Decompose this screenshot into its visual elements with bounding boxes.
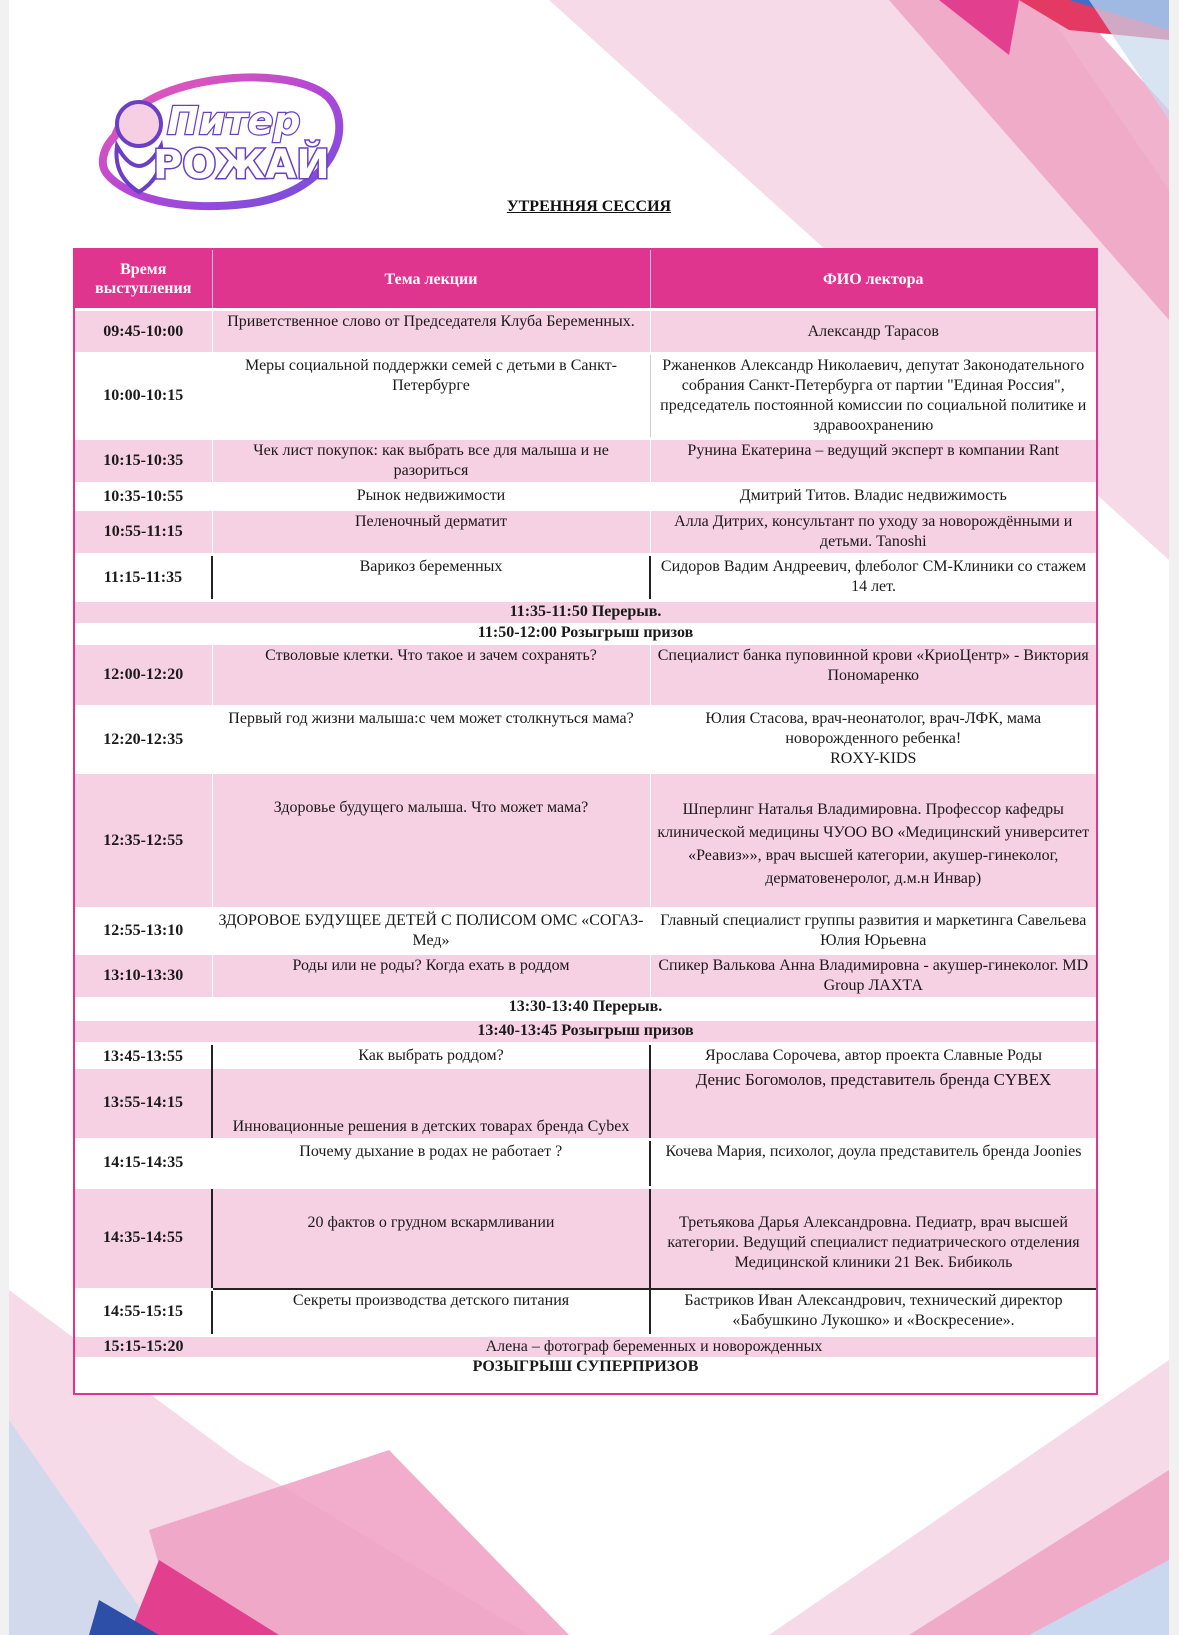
break-row [75, 623, 1096, 645]
break-row [75, 1021, 1096, 1043]
row-time: 11:15-11:35 [75, 555, 212, 601]
row-speaker: Главный специалист группы развития и маркетинга Савельева Юлия Юрьевна [650, 909, 1096, 954]
row-time: 13:45-13:55 [75, 1043, 212, 1069]
break-label: 11:35-11:50 Перерыв. [75, 601, 1096, 623]
table-header-row [75, 250, 1096, 310]
row-time: 13:10-13:30 [75, 954, 212, 998]
table-row [75, 1043, 1096, 1069]
row-topic: Алена – фотограф беременных и новорожденных [212, 1335, 1096, 1357]
row-topic: ЗДОРОВОЕ БУДУЩЕЕ ДЕТЕЙ С ПОЛИСОМ ОМС «СОГАЗ-Мед» [212, 909, 650, 954]
table-row [75, 1139, 1096, 1187]
logo-baby-head [117, 102, 161, 146]
row-topic: Приветственное слово от Председателя Клуба Беременных. [212, 310, 650, 354]
row-speaker: Шперлинг Наталья Владимировна. Профессор кафедры клинической медицины ЧУОО ВО «Медицинский университет «Реавиз»», врач высшей категории, акушер-гинеколог, дерматовенеролог, д.м.н Инвар) [650, 773, 1096, 909]
row-topic: Пеленочный дерматит [212, 510, 650, 555]
row-topic: Варикоз беременных [212, 555, 650, 601]
row-time: 15:15-15:20 [75, 1335, 212, 1357]
logo-text-rozhai: РОЖАЙ [153, 142, 330, 188]
row-topic: Как выбрать роддом? [212, 1043, 650, 1069]
table-row [75, 954, 1096, 998]
row-topic: Стволовые клетки. Что такое и зачем сохранять? [212, 645, 650, 707]
break-label: РОЗЫГРЫШ СУПЕРПРИЗОВ [75, 1357, 1096, 1393]
header-topic: Тема лекции [212, 250, 650, 310]
row-speaker: Алла Дитрих, консультант по уходу за новорождёнными и детьми. Tanoshi [650, 510, 1096, 555]
row-topic: Секреты производства детского питания [212, 1289, 650, 1335]
row-topic: Первый год жизни малыша:с чем может столкнуться мама? [212, 707, 650, 773]
row-topic: Меры социальной поддержки семей с детьми в Санкт-Петербурге [212, 354, 650, 439]
break-label: 11:50-12:00 Розыгрыш призов [75, 623, 1096, 645]
row-speaker: Рунина Екатерина – ведущий эксперт в компании Rant [650, 439, 1096, 484]
row-speaker: Бастриков Иван Александрович, технический директор «Бабушкино Лукошко» и «Воскресение». [650, 1289, 1096, 1335]
row-speaker: Спикер Валькова Анна Владимировна - акушер-гинеколог. MD Group ЛАХТА [650, 954, 1096, 998]
row-topic: Здоровье будущего малыша. Что может мама? [212, 773, 650, 909]
row-speaker: Третьякова Дарья Александровна. Педиатр, врач высшей категории. Ведущий специалист педиатрического отделения Медицинской клиники 21 Век. Бибиколь [650, 1187, 1096, 1289]
row-topic: Почему дыхание в родах не работает ? [212, 1139, 650, 1187]
row-speaker-line: ROXY-KIDS [830, 750, 917, 767]
table-row [75, 707, 1096, 773]
row-speaker: Александр Тарасов [650, 310, 1096, 354]
logo-text-piter: Питер [167, 99, 301, 143]
break-label: 13:40-13:45 Розыгрыш призов [75, 1021, 1096, 1043]
break-row [75, 1357, 1096, 1393]
table-row [75, 439, 1096, 484]
header-time: Время выступления [75, 250, 212, 310]
table-row [75, 1335, 1096, 1357]
row-time: 14:15-14:35 [75, 1139, 212, 1187]
row-time: 12:00-12:20 [75, 645, 212, 707]
header-speaker: ФИО лектора [650, 250, 1096, 310]
row-topic: 20 фактов о грудном вскармливании [212, 1187, 650, 1289]
schedule-table [73, 248, 1098, 1395]
row-time: 10:15-10:35 [75, 439, 212, 484]
table-row [75, 773, 1096, 909]
row-topic: Чек лист покупок: как выбрать все для малыша и не разориться [212, 439, 650, 484]
row-speaker: Дмитрий Титов. Владис недвижимость [650, 484, 1096, 510]
table-row [75, 555, 1096, 601]
table-row [75, 909, 1096, 954]
break-row [75, 997, 1096, 1021]
row-topic: Инновационные решения в детских товарах бренда Cybex [212, 1069, 650, 1139]
table-row [75, 484, 1096, 510]
row-time: 10:00-10:15 [75, 354, 212, 439]
row-speaker: Ржаненков Александр Николаевич, депутат Законодательного собрания Санкт-Петербурга от партии "Единая Россия", председатель постоянной комиссии по социальной политике и здравоохранению [650, 354, 1096, 439]
table-row [75, 510, 1096, 555]
row-speaker: Денис Богомолов, представитель бренда CYBEX [650, 1069, 1096, 1139]
row-time: 12:35-12:55 [75, 773, 212, 909]
session-title: УТРЕННЯЯ СЕССИЯ [506, 198, 672, 215]
row-speaker-line: Юлия Стасова, врач-неонатолог, врач-ЛФК, мама новорожденного ребенка! [705, 710, 1042, 747]
row-time: 10:35-10:55 [75, 484, 212, 510]
break-label: 13:30-13:40 Перерыв. [75, 997, 1096, 1021]
row-speaker: Сидоров Вадим Андреевич, флеболог СМ-Клиники со стажем 14 лет. [650, 555, 1096, 601]
row-topic: Роды или не роды? Когда ехать в роддом [212, 954, 650, 998]
table-row [75, 645, 1096, 707]
row-speaker: Кочева Мария, психолог, доула представитель бренда Joonies [650, 1139, 1096, 1187]
row-speaker: Ярослава Сорочева, автор проекта Славные Роды [650, 1043, 1096, 1069]
page [9, 0, 1169, 1635]
table-row [75, 1069, 1096, 1139]
row-time: 14:55-15:15 [75, 1289, 212, 1335]
row-time: 12:55-13:10 [75, 909, 212, 954]
row-time: 09:45-10:00 [75, 310, 212, 354]
row-speaker [650, 707, 1096, 773]
row-time: 10:55-11:15 [75, 510, 212, 555]
row-topic: Рынок недвижимости [212, 484, 650, 510]
table-row [75, 354, 1096, 439]
row-time: 13:55-14:15 [75, 1069, 212, 1139]
table-row [75, 1289, 1096, 1335]
table-row [75, 310, 1096, 354]
table-row [75, 1187, 1096, 1289]
row-speaker: Специалист банка пуповинной крови «КриоЦентр» - Виктория Пономаренко [650, 645, 1096, 707]
row-time: 12:20-12:35 [75, 707, 212, 773]
break-row [75, 601, 1096, 623]
row-time: 14:35-14:55 [75, 1187, 212, 1289]
brand-logo [95, 66, 355, 216]
